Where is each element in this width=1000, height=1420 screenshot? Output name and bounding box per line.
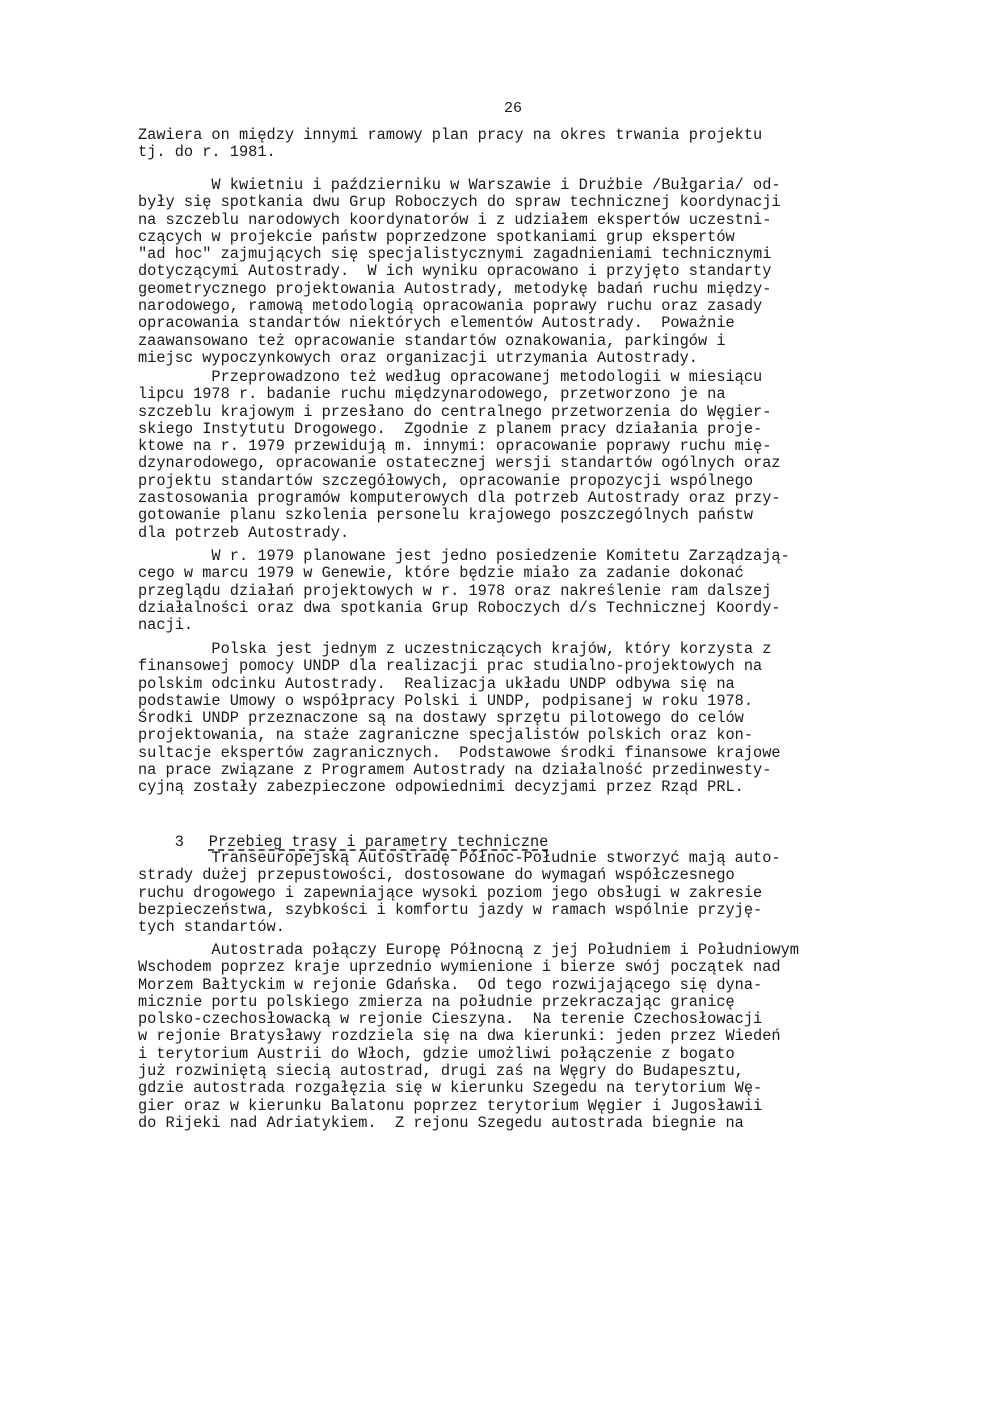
section-title: Przebieg trasy i parametry techniczne bbox=[208, 833, 549, 852]
paragraph-3: Przeprowadzono też według opracowanej metodologii w miesiącu lipcu 1978 r. badanie ruchu międzynarodowego, przetworzono je na szczeblu krajowym i przesłano do centralnego przetworzenia do Węgier- skiego Instytutu Drogowego. Zgodnie z planem pracy działania proje- ktowe na r. 1979 przewidują m. innymi: opracowanie poprawy ruchu mię- dzynarodowego, opracowanie ostatecznej wersji standartów ogólnych oraz projektu standartów szczegółowych, opracowanie propozycji wspólnego zastosowania programów komputerowych dla potrzeb Autostrady oraz przy- gotowanie planu szkolenia personelu krajowego poszczególnych państw dla potrzeb Autostrady. bbox=[138, 368, 781, 542]
paragraph-1: Zawiera on między innymi ramowy plan pracy na okres trwania projektu tj. do r. 1981. bbox=[138, 126, 763, 162]
paragraph-2: W kwietniu i październiku w Warszawie i Drużbie /Bułgaria/ od- były się spotkania dwu Grup Roboczych do spraw technicznej koordynacji na szczeblu narodowych koordynatorów i z udziałem ekspertów uczestni- czących w projekcie państw poprzedzone spotkaniami grup ekspertów "ad hoc" zajmujących się specjalistycznymi zagadnieniami technicznymi dotyczącymi Autostrady. W ich wyniku opracowano i przyjęto standarty geometrycznego projektowania Autostrady, metodykę badań ruchu między- narodowego, ramową metodologią opracowania poprawy ruchu oraz zasady opracowania standartów niektórych elementów Autostrady. Poważnie zaawansowano też opracowanie standartów oznakowania, parkingów i miejsc wypoczynkowych oraz organizacji utrzymania Autostrady. bbox=[138, 176, 781, 367]
paragraph-6: Transeuropejską Autostradę Północ-Południe stworzyć mają auto- strady dużej przepustowości, dostosowane do wymagań współczesnego ruchu drogowego i zapewniające wysoki poziom jego obsługi w zakresie bezpieczeństwa, szybkości i komfortu jazdy w ramach wspólnie przyję- tych standartów. bbox=[138, 849, 781, 937]
paragraph-7: Autostrada połączy Europę Północną z jej Południem i Południowym Wschodem poprzez kraje uprzednio wymienione i bierze swój początek nad Morzem Bałtyckim w rejonie Gdańska. Od tego rozwijającego się dyna- micznie portu polskiego zmierza na południe przekraczając granicę polsko-czechosłowacką w rejonie Cieszyna. Na terenie Czechosłowacji w rejonie Bratysławy rozdziela się na dwa kierunki: jeden przez Wiedeń i terytorium Austrii do Włoch, gdzie umożliwi połączenie z bogato już rozwiniętą siecią autostrad, drugi zaś na Węgry do Budapesztu, gdzie autostrada rozgałęzia się w kierunku Szegedu na terytorium Wę- gier oraz w kierunku Balatonu poprzez terytorium Węgier i Jugosławii do Rijeki nad Adriatykiem. Z rejonu Szegedu autostrada biegnie na bbox=[138, 941, 799, 1132]
section-number: 3 bbox=[174, 833, 184, 852]
paragraph-4: W r. 1979 planowane jest jedno posiedzenie Komitetu Zarządzają- cego w marcu 1979 w Genewie, które będzie miało za zadanie dokonać przeglądu działań projektowych w r. 1978 oraz nakreślenie ram dalszej działalności oraz dwa spotkania Grup Roboczych d/s Technicznej Koordy- nacji. bbox=[138, 547, 790, 635]
paragraph-5: Polska jest jednym z uczestniczących krajów, który korzysta z finansowej pomocy UNDP dla realizacji prac studialno-projektowych na polskim odcinku Autostrady. Realizacja układu UNDP odbywa się na podstawie Umowy o współpracy Polski i UNDP, podpisanej w roku 1978. Środki UNDP przeznaczone są na dostawy sprzętu pilotowego do celów projektowania, na staże zagraniczne specjalistów polskich oraz kon- sultacje ekspertów zagranicznych. Podstawowe środki finansowe krajowe na prace związane z Programem Autostrady na działalność przedinwesty- cyjną zostały zabezpieczone odpowiednimi decyzjami przez Rząd PRL. bbox=[138, 640, 781, 797]
page-number: 26 bbox=[504, 100, 523, 117]
